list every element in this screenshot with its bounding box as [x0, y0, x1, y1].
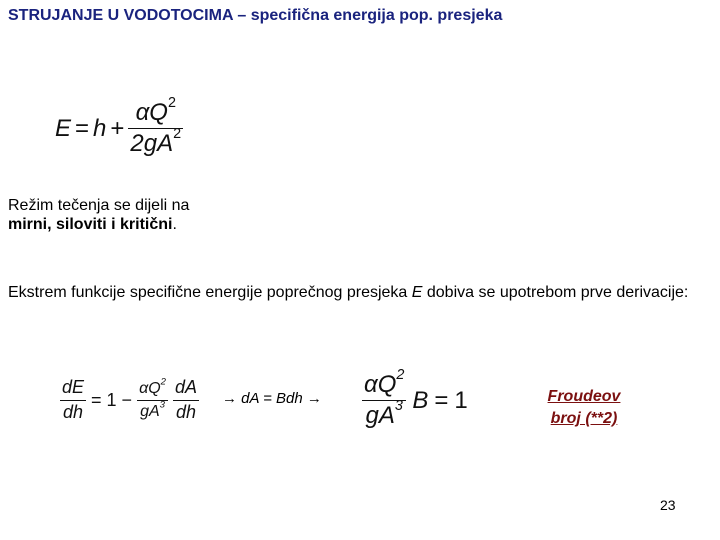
- dA-equals-Bdh: dA = Bdh: [241, 390, 303, 407]
- extremum-E: E: [411, 284, 423, 301]
- formula-plus: +: [110, 114, 125, 142]
- arrow-right-icon: →: [222, 390, 237, 407]
- dh: dh: [176, 401, 197, 422]
- regime-paragraph: [8, 196, 189, 234]
- slide-title: STRUJANJE U VODOTOCIMA – specifična energija pop. presjeka: [8, 7, 503, 24]
- critical-formula: [362, 367, 468, 430]
- aQ: αQ: [139, 380, 161, 398]
- regime-types: mirni, siloviti i kritični: [8, 216, 173, 233]
- one: 1: [454, 386, 468, 414]
- B-symbol: B: [412, 386, 429, 414]
- exponent: 2: [173, 126, 182, 143]
- regime-line-1: Režim tečenja se dijeli na: [8, 197, 190, 214]
- fraction-bar: [60, 400, 86, 401]
- formula-E: E: [55, 114, 72, 142]
- equals-one-minus: = 1 −: [91, 389, 133, 410]
- extremum-text-2: dobiva se upotrebom prve derivacije:: [422, 284, 689, 301]
- extremum-text-1: Ekstrem funkcije specifične energije poprečnog presjeka: [8, 284, 412, 301]
- fraction-numerator: [134, 95, 178, 126]
- formula-fraction: [128, 95, 183, 158]
- froude-line-2[interactable]: broj (**2): [550, 410, 618, 427]
- dA-dh-fraction: [173, 378, 199, 423]
- relation-text: [222, 390, 322, 407]
- gA: gA: [365, 402, 395, 430]
- derivative-formula: [60, 378, 199, 423]
- exponent: 2: [167, 95, 176, 112]
- dA: dA: [175, 377, 198, 397]
- dh: dh: [63, 401, 84, 422]
- 2g-symbol: 2g: [130, 130, 158, 158]
- denominator: [138, 399, 167, 421]
- aQ-gA-fraction: [362, 367, 406, 430]
- gA: gA: [140, 402, 160, 420]
- dE-dh-fraction: [60, 378, 86, 423]
- aQ-gA-fraction: [137, 376, 168, 420]
- aQ: αQ: [364, 371, 397, 398]
- page-number: 23: [660, 497, 676, 513]
- numerator: [137, 376, 168, 398]
- exponent: 3: [394, 398, 403, 415]
- alpha-symbol: α: [135, 99, 150, 126]
- regime-period: .: [172, 216, 177, 233]
- dE: dE: [62, 377, 85, 397]
- exponent: 2: [160, 376, 166, 388]
- formula-h: h: [93, 114, 107, 142]
- formula-equals: =: [75, 114, 90, 142]
- specific-energy-formula: [55, 95, 183, 158]
- froude-line-1[interactable]: Froudeov: [547, 388, 621, 405]
- exponent: 3: [159, 399, 165, 411]
- A-symbol: A: [157, 130, 174, 158]
- fraction-denominator: [128, 126, 183, 158]
- equals: =: [434, 386, 449, 414]
- extremum-paragraph: [8, 283, 698, 302]
- Q-symbol: Q: [149, 99, 168, 126]
- exponent: 2: [396, 367, 405, 384]
- numerator: [362, 367, 406, 398]
- arrow-right-icon: →: [306, 390, 322, 407]
- regime-line-2: [8, 215, 189, 234]
- fraction-bar: [173, 400, 199, 401]
- froude-number-link[interactable]: [530, 386, 638, 430]
- denominator: [364, 398, 405, 430]
